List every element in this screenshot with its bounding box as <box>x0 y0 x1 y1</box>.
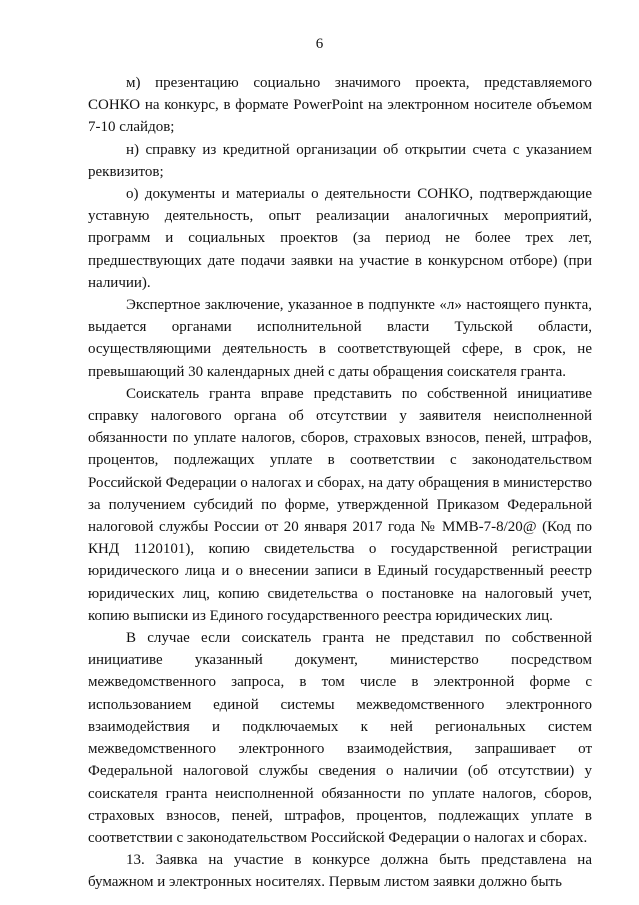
paragraph-item-o: о) документы и материалы о деятельности СОНКО, подтверждающие уставную деятельность, опыт реализации аналогичных мероприятий, программ и социальных проектов (за период не более трех лет, предшествующих дате подачи заявки на участие в конкурсном отборе) (при наличии). <box>88 186 592 291</box>
paragraph-expert-conclusion: Экспертное заключение, указанное в подпункте «л» настоящего пункта, выдается органами исполнительной власти Тульской области, осуществляющими деятельность в соответствующей сфере, в срок, не превышающий 30 календарных дней с даты обращения соискателя гранта. <box>88 297 592 380</box>
document-body <box>88 72 592 894</box>
paragraph-tax-certificate: Соискатель гранта вправе представить по собственной инициативе справку налогового органа об отсутствии у заявителя неисполненной обязанности по уплате налогов, сборов, страховых взносов, пеней, штрафов, процентов, подлежащих уплате в соответствии с законодательством Российской Федерации о налогах и сборах, на дату обращения в министерство за получением субсидий по форме, утвержденной Приказом Федеральной налоговой службы России от 20 января 2017 года № ММВ-7-8/20@ (Код по КНД 1120101), копию свидетельства о государственной регистрации юридического лица и о внесении записи в Единый государственный реестр юридических лиц, копию свидетельства о постановке на налоговый учет, копию выписки из Единого государственного реестра юридических лиц. <box>88 385 592 624</box>
paragraph-item-n: н) справку из кредитной организации об открытии счета с указанием реквизитов; <box>88 141 592 180</box>
paragraph-section-13: 13. Заявка на участие в конкурсе должна быть представлена на бумажном и электронных носителях. Первым листом заявки должно быть <box>88 852 592 891</box>
page-number: 6 <box>315 36 324 52</box>
paragraph-item-m: м) презентацию социально значимого проекта, представляемого СОНКО на конкурс, в формате PowerPoint на электронном носителе объемом 7-10 слайдов; <box>88 75 592 136</box>
paragraph-interagency-request: В случае если соискатель гранта не представил по собственной инициативе указанный документ, министерство посредством межведомственного запроса, в том числе в электронной форме с использованием единой системы межведомственного электронного взаимодействия и подключаемых к ней региональных систем межведомственного электронного взаимодействия, запрашивает от Федеральной налоговой службы сведения о наличии (об отсутствии) у соискателя гранта неисполненной обязанности по уплате налогов, сборов, страховых взносов, пеней, штрафов, процентов, подлежащих уплате в соответствии с законодательством Российской Федерации о налогах и сборах. <box>88 630 592 846</box>
